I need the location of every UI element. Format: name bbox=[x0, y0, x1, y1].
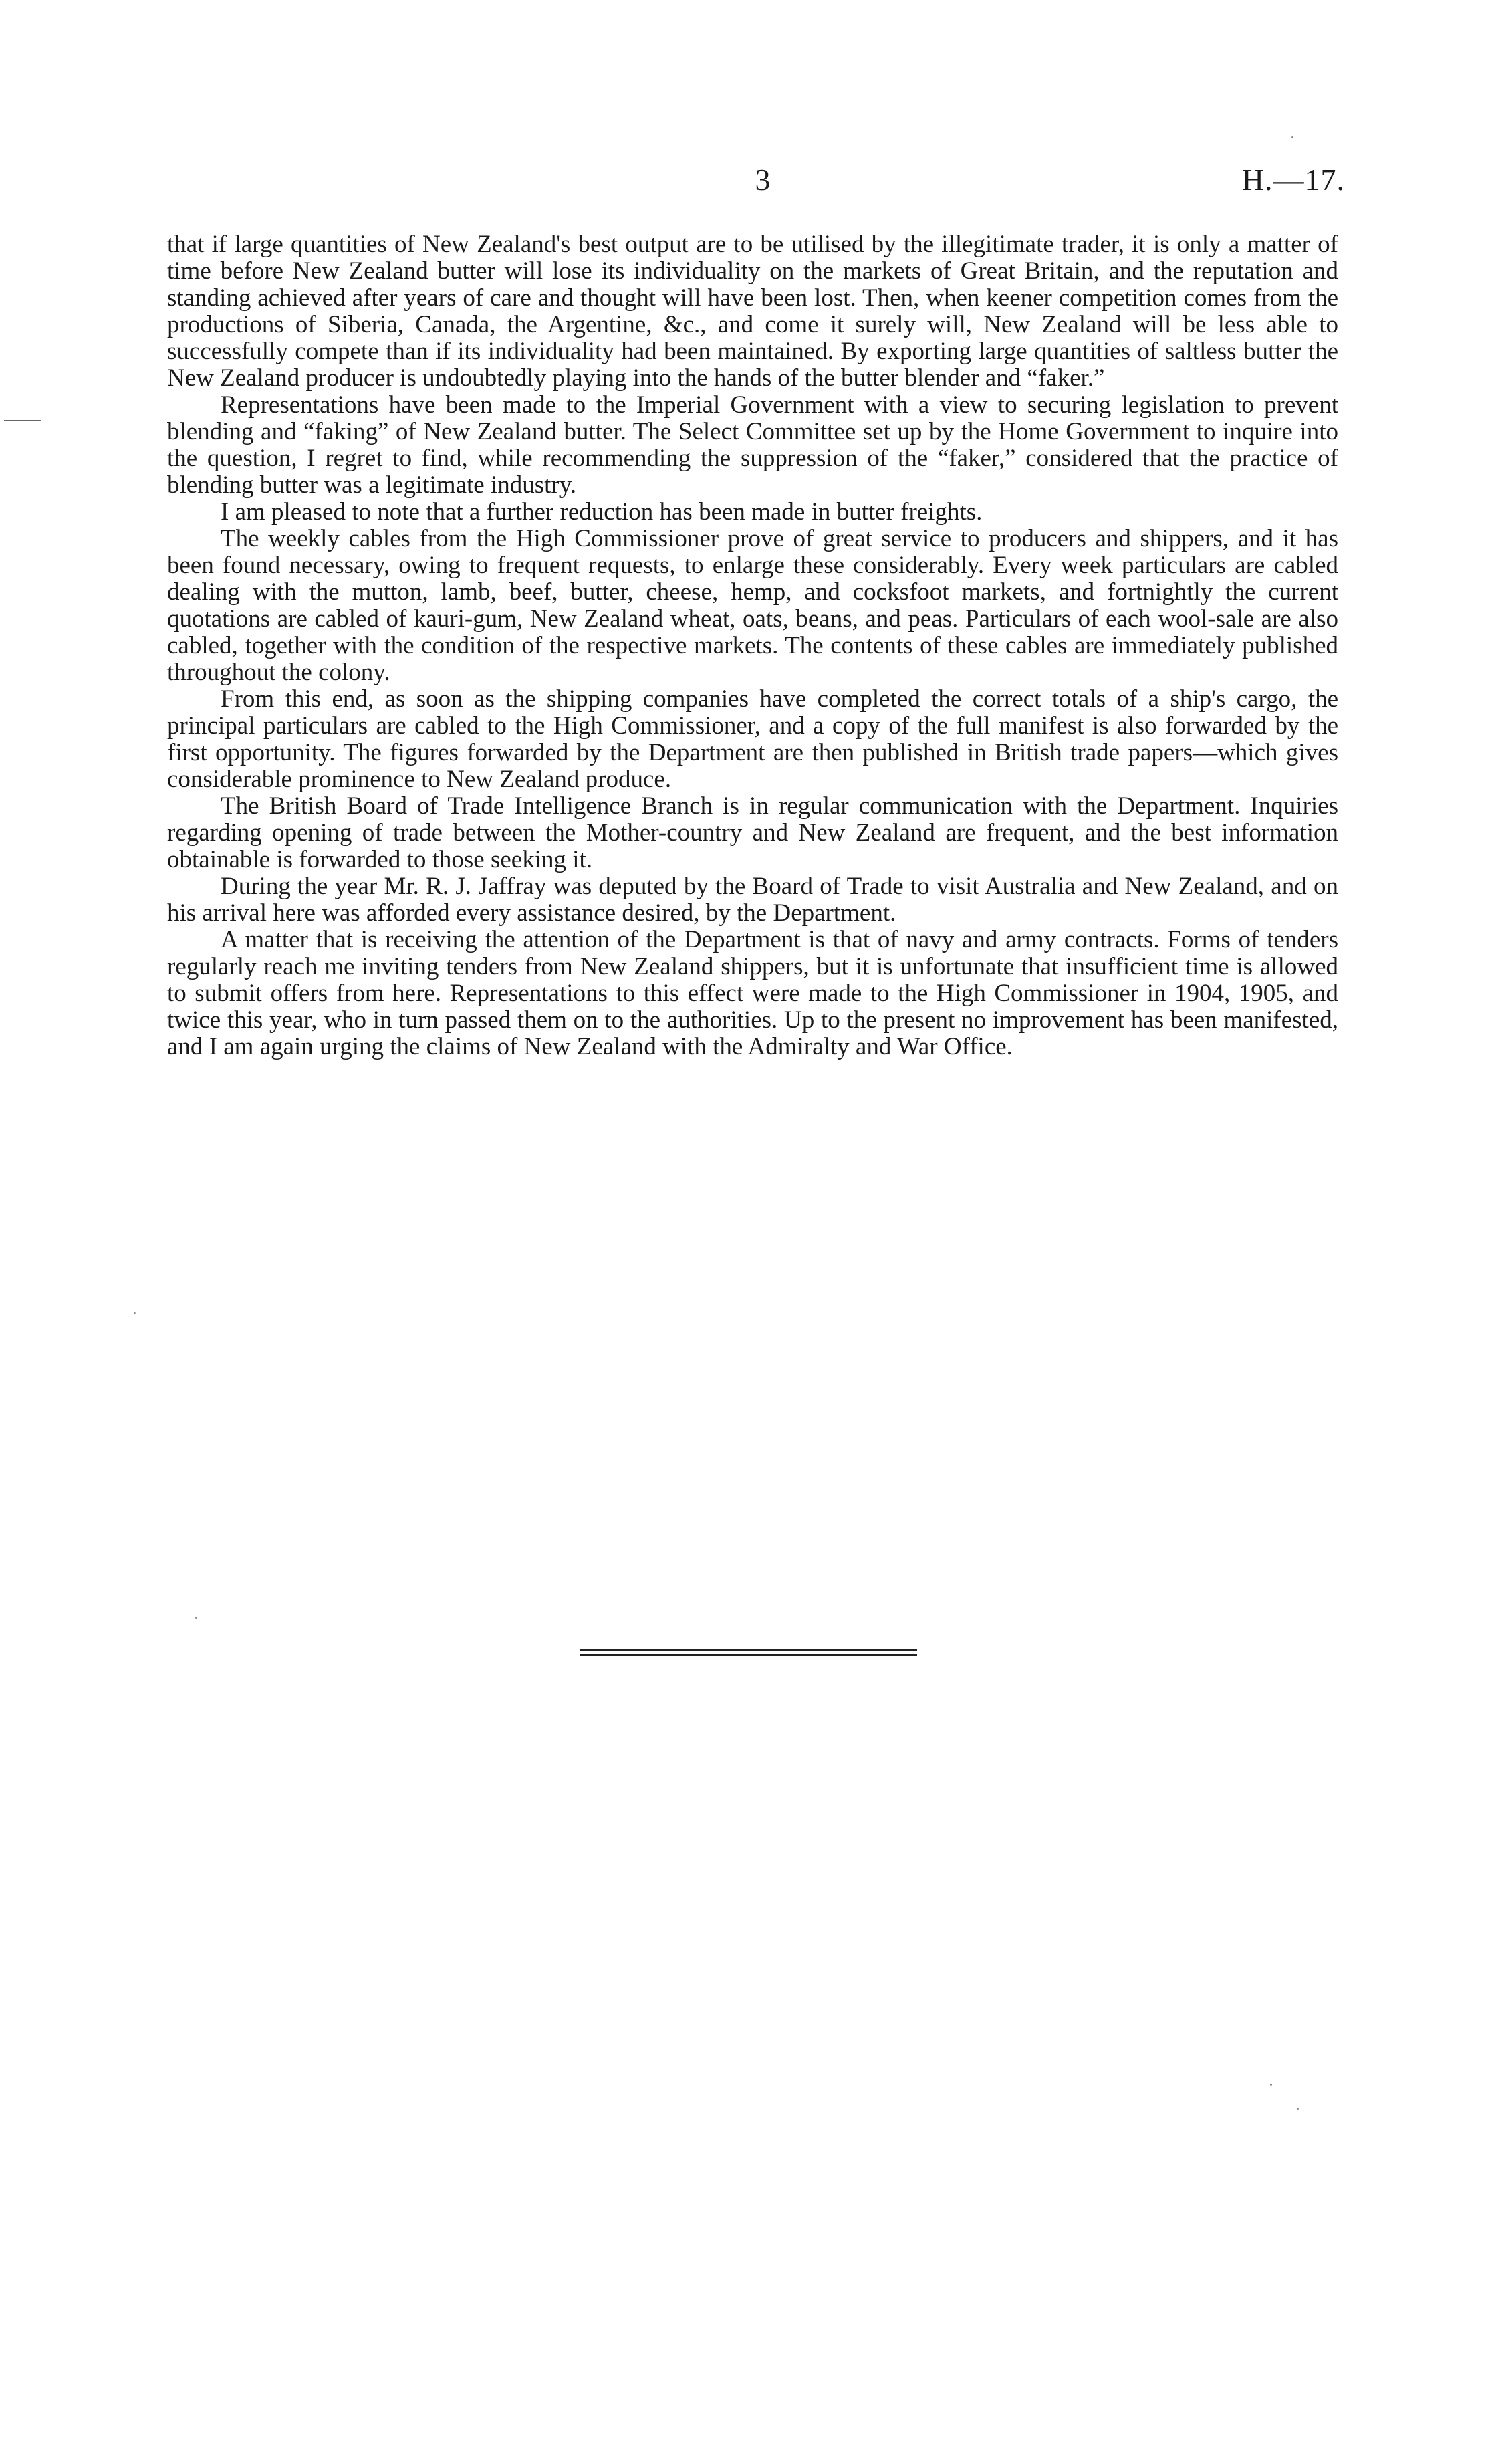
paragraph-1: that if large quantities of New Zealand's best output are to be utilised by the illegitimate trader, it is only a matter of time before New Zealand butter will lose its individuality on the markets of Great Britain, and the reputation and standing achieved after years of care and thought will have been lost. Then, when keener competition comes from the productions of Siberia, Canada, the Argentine, &c., and come it surely will, New Zealand will be less able to successfully compete than if its individuality had been maintained. By exporting large quantities of saltless butter the New Zealand producer is undoubtedly playing into the hands of the butter blender and “faker.” bbox=[167, 231, 1338, 392]
paragraph-3: I am pleased to note that a further reduction has been made in butter freights. bbox=[221, 498, 983, 526]
paragraph-2: Representations have been made to the Imperial Government with a view to securing legislation to prevent blending and “faking” of New Zealand butter. The Select Committee set up by the Home Government to inquire into the question, I regret to find, while recommending the suppression of the “faker,” considered that the practice of blending butter was a legitimate industry. bbox=[167, 391, 1338, 499]
paragraph-8: A matter that is receiving the attention of the Department is that of navy and army contracts. Forms of tenders regularly reach me inviting tenders from New Zealand shippers, but it is unfortunate that insufficient time is allowed to submit offers from here. Representations to this effect were made to the High Commissioner in 1904, 1905, and twice this year, who in turn passed them on to the authorities. Up to the present no improvement has been manifested, and I am again urging the claims of New Zealand with the Admiralty and War Office. bbox=[167, 926, 1338, 1060]
paragraph-4: The weekly cables from the High Commissioner prove of great service to producers and shippers, and it has been found necessary, owing to frequent requests, to enlarge these considerably. Every week particulars are cabled dealing with the mutton, lamb, beef, butter, cheese, hemp, and cocksfoot markets, and fortnightly the current quotations are cabled of kauri-gum, New Zealand wheat, oats, beans, and peas. Particulars of each wool-sale are also cabled, together with the condition of the respective markets. The contents of these cables are immediately published throughout the colony. bbox=[167, 525, 1338, 686]
scan-speck bbox=[1291, 136, 1293, 138]
end-rule-line-bottom bbox=[580, 1654, 917, 1656]
scan-speck bbox=[195, 1617, 197, 1619]
paragraph-5: From this end, as soon as the shipping companies have completed the correct totals of a ship's cargo, the principal particulars are cabled to the High Commissioner, and a copy of the full manifest is also forwarded by the first opportunity. The figures forwarded by the Department are then published in British trade papers—which gives considerable prominence to New Zealand produce. bbox=[167, 685, 1338, 793]
scan-speck bbox=[1270, 2084, 1272, 2086]
body-text bbox=[167, 231, 1338, 1060]
end-rule-line-top bbox=[580, 1649, 917, 1651]
margin-mark bbox=[4, 420, 41, 421]
paragraph-7: During the year Mr. R. J. Jaffray was deputed by the Board of Trade to visit Australia and New Zealand, and on his arrival here was afforded every assistance desired, by the Department. bbox=[167, 873, 1338, 927]
document-reference: H.—17. bbox=[1241, 162, 1345, 197]
scan-speck bbox=[1297, 2108, 1299, 2110]
paragraph-6: The British Board of Trade Intelligence Branch is in regular communication with the Department. Inquiries regarding opening of trade between the Mother-country and New Zealand are frequent, and the best information obtainable is forwarded to those seeking it. bbox=[167, 792, 1338, 873]
end-rule bbox=[580, 1649, 917, 1658]
scan-speck bbox=[134, 1312, 136, 1314]
page-number: 3 bbox=[755, 162, 771, 197]
